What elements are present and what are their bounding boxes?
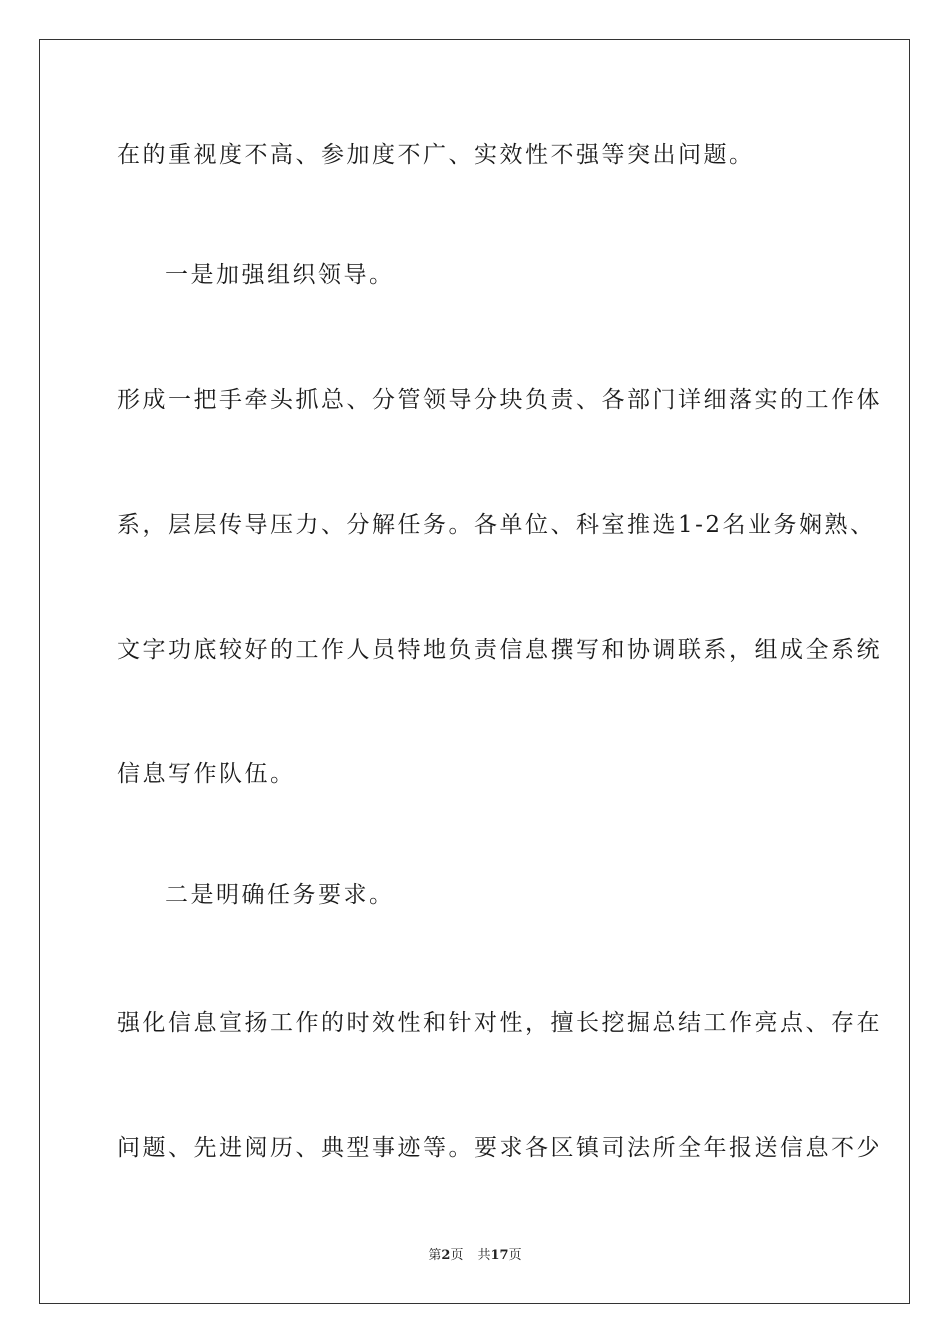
text-line: 文字功底较好的工作人员特地负责信息撰写和协调联系，组成全系统 <box>117 637 882 663</box>
text-line: 强化信息宣扬工作的时效性和针对性，擅长挖掘总结工作亮点、存在 <box>117 1010 882 1036</box>
current-page-number: 2 <box>441 1248 451 1263</box>
text-line: 形成一把手牵头抓总、分管领导分块负责、各部门详细落实的工作体 <box>117 387 882 413</box>
text-line: 信息写作队伍。 <box>117 761 296 787</box>
page-suffix: 页 <box>450 1248 464 1263</box>
page-footer <box>0 1247 950 1265</box>
text-line: 问题、先进阅历、典型事迹等。要求各区镇司法所全年报送信息不少 <box>117 1135 882 1161</box>
text-line: 系，层层传导压力、分解任务。各单位、科室推选1-2名业务娴熟、 <box>117 512 876 538</box>
total-prefix: 共 <box>477 1248 491 1263</box>
text-line: 在的重视度不高、参加度不广、实效性不强等突出问题。 <box>117 142 755 168</box>
page-frame <box>39 39 910 1304</box>
section-heading: 二是明确任务要求。 <box>165 882 395 908</box>
total-page-count: 17 <box>490 1248 509 1263</box>
page-prefix: 第 <box>428 1248 442 1263</box>
total-suffix: 页 <box>508 1248 522 1263</box>
section-heading: 一是加强组织领导。 <box>165 262 395 288</box>
